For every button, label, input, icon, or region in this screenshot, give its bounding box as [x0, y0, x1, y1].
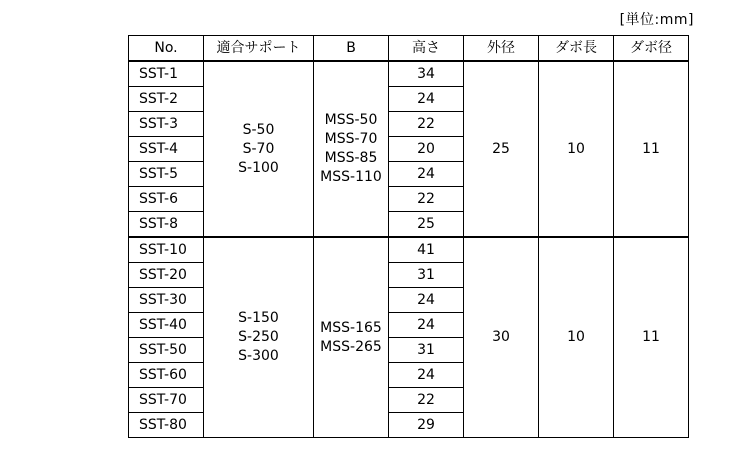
- part-number: SST-6: [129, 187, 204, 212]
- b-value: MSS-265: [320, 338, 382, 355]
- height-value: 34: [389, 61, 464, 87]
- part-number: SST-1: [129, 61, 204, 87]
- support-cell: [204, 61, 314, 237]
- part-number: SST-80: [129, 413, 204, 438]
- support-value: S-100: [238, 159, 279, 176]
- support-value: S-70: [242, 140, 275, 157]
- part-number: SST-8: [129, 212, 204, 238]
- outer-diameter-value: 30: [464, 237, 539, 438]
- b-value: MSS-110: [320, 169, 382, 185]
- height-value: 24: [389, 87, 464, 112]
- b-cell: [314, 61, 389, 237]
- unit-note: [単位:mm]: [619, 12, 694, 28]
- b-cell: [314, 237, 389, 438]
- header-dowel-diameter: ダボ径: [614, 36, 689, 62]
- part-number: SST-20: [129, 263, 204, 288]
- height-value: 41: [389, 237, 464, 263]
- height-value: 22: [389, 388, 464, 413]
- b-value: MSS-70: [324, 131, 378, 147]
- height-value: 20: [389, 137, 464, 162]
- header-no: No.: [129, 36, 204, 62]
- header-height: 高さ: [389, 36, 464, 62]
- support-value: S-250: [238, 329, 279, 345]
- part-number: SST-10: [129, 237, 204, 263]
- support-value: S-150: [238, 310, 279, 326]
- table-header: [129, 36, 689, 62]
- b-value: MSS-85: [324, 150, 378, 166]
- height-value: 24: [389, 162, 464, 187]
- header-row: [129, 36, 689, 62]
- dowel-length-value: 10: [539, 237, 614, 438]
- height-value: 24: [389, 363, 464, 388]
- table-row: [129, 237, 689, 263]
- header-outer-diameter: 外径: [464, 36, 539, 62]
- support-value: S-50: [242, 121, 275, 138]
- part-number: SST-3: [129, 112, 204, 137]
- height-value: 22: [389, 112, 464, 137]
- height-value: 31: [389, 263, 464, 288]
- part-number: SST-70: [129, 388, 204, 413]
- part-number: SST-40: [129, 313, 204, 338]
- part-number: SST-2: [129, 87, 204, 112]
- part-number: SST-50: [129, 338, 204, 363]
- support-cell: [204, 237, 314, 438]
- height-value: 24: [389, 313, 464, 338]
- header-b: B: [314, 36, 389, 62]
- table-body: [129, 61, 689, 438]
- height-value: 25: [389, 212, 464, 238]
- spec-table: [128, 35, 689, 438]
- height-value: 29: [389, 413, 464, 438]
- b-value: MSS-50: [324, 112, 378, 128]
- part-number: SST-4: [129, 137, 204, 162]
- b-value: MSS-165: [320, 319, 382, 336]
- height-value: 22: [389, 187, 464, 212]
- part-number: SST-30: [129, 288, 204, 313]
- part-number: SST-60: [129, 363, 204, 388]
- dowel-diameter-value: 11: [614, 61, 689, 237]
- part-number: SST-5: [129, 162, 204, 187]
- height-value: 31: [389, 338, 464, 363]
- header-support: 適合サポート: [204, 36, 314, 62]
- header-dowel-length: ダボ長: [539, 36, 614, 62]
- dowel-length-value: 10: [539, 61, 614, 237]
- table-row: [129, 61, 689, 87]
- support-value: S-300: [238, 348, 279, 364]
- dowel-diameter-value: 11: [614, 237, 689, 438]
- height-value: 24: [389, 288, 464, 313]
- outer-diameter-value: 25: [464, 61, 539, 237]
